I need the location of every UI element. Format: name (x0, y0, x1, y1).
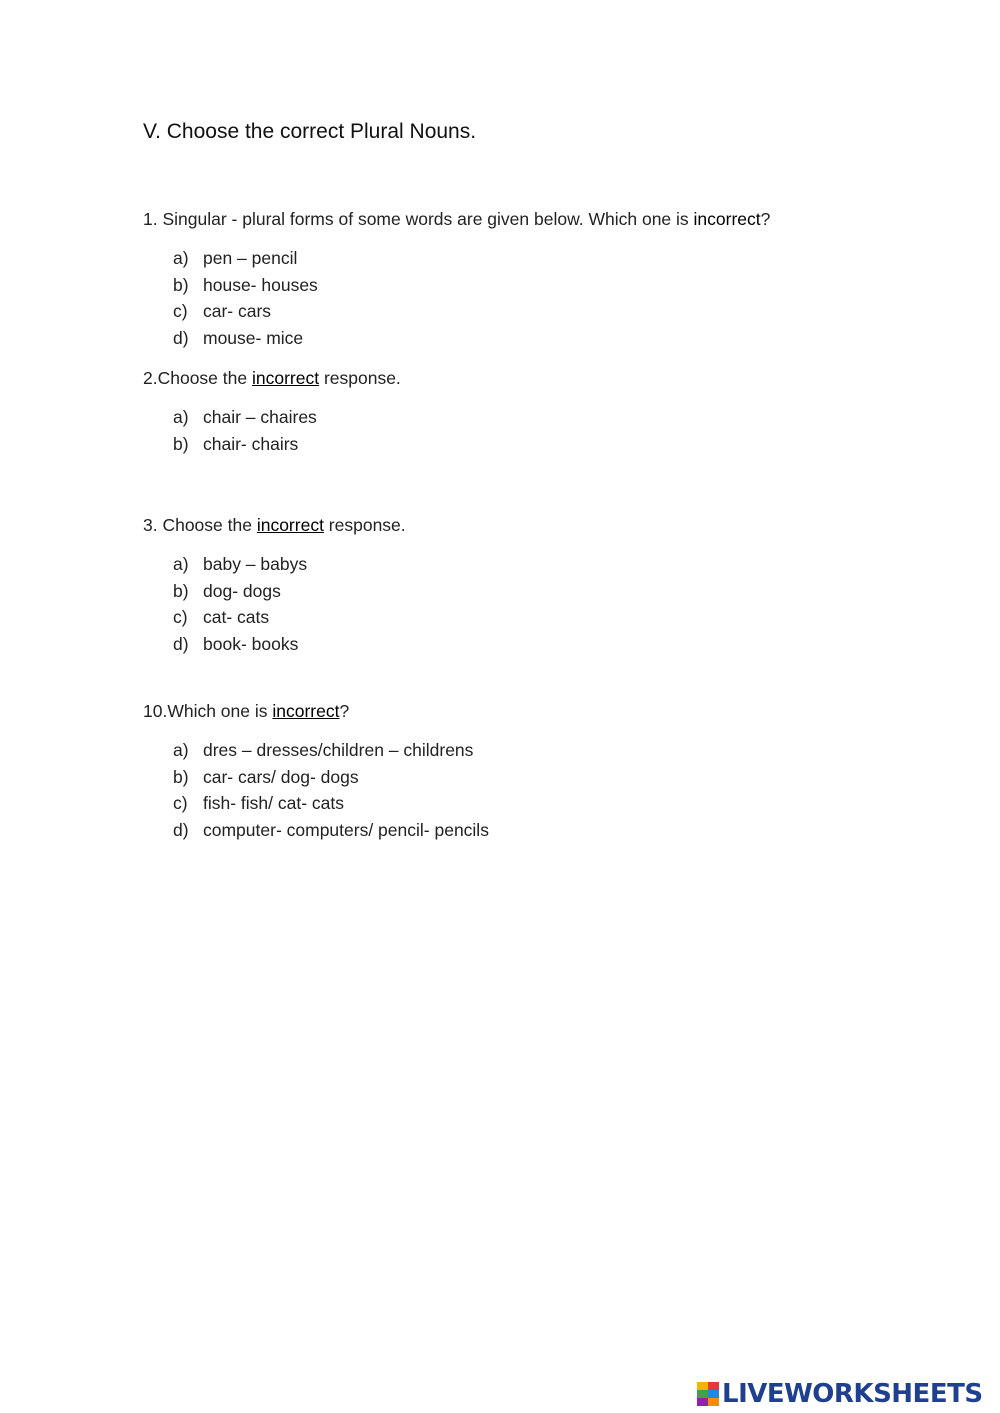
question-3-keyword: incorrect (256, 515, 324, 535)
option-letter: b) (173, 766, 189, 787)
option-1b[interactable] (173, 275, 318, 302)
option-10c[interactable] (173, 793, 489, 820)
question-10-suffix: ? (339, 701, 350, 721)
question-2-options (173, 407, 317, 460)
option-text: fish- fish/ cat- cats (203, 793, 345, 813)
option-text: car- cars/ dog- dogs (203, 766, 359, 787)
question-3 (143, 515, 406, 536)
question-2-keyword: incorrect (251, 368, 320, 388)
question-10-options (173, 740, 489, 846)
option-letter: c) (173, 607, 188, 627)
option-letter: a) (173, 740, 189, 760)
logo-mark-icon (697, 1382, 719, 1406)
option-10b[interactable] (173, 767, 489, 794)
question-3-prefix: 3. Choose the (143, 515, 257, 535)
option-text: baby – babys (203, 554, 308, 574)
option-letter: b) (173, 580, 189, 601)
option-1d[interactable] (173, 328, 318, 355)
option-letter: b) (173, 433, 189, 454)
option-letter: d) (173, 327, 189, 348)
option-letter: c) (173, 301, 188, 321)
option-10d[interactable] (173, 820, 489, 847)
question-1-prefix: 1. Singular - plural forms of some words are given below. Which one is (143, 209, 694, 229)
question-2-prefix: 2.Choose the (143, 368, 252, 388)
option-text: house- houses (203, 274, 318, 295)
option-letter: a) (173, 554, 189, 574)
option-text: dres – dresses/children – childrens (203, 740, 474, 760)
option-text: cat- cats (203, 607, 270, 627)
option-letter: a) (173, 248, 189, 268)
option-2a[interactable] (173, 407, 317, 434)
liveworksheets-logo[interactable] (697, 1376, 983, 1412)
question-1-keyword: incorrect (693, 209, 761, 229)
option-text: chair- chairs (203, 433, 299, 454)
option-letter: c) (173, 793, 188, 813)
option-3d[interactable] (173, 634, 307, 661)
option-3c[interactable] (173, 607, 307, 634)
question-2 (143, 368, 401, 389)
option-letter: d) (173, 633, 189, 654)
question-10-keyword: incorrect (272, 701, 340, 721)
option-text: chair – chaires (203, 407, 317, 427)
option-text: pen – pencil (203, 248, 298, 268)
page-title: V. Choose the correct Plural Nouns. (143, 120, 477, 143)
option-1a[interactable] (173, 248, 318, 275)
question-3-suffix: response. (323, 515, 406, 535)
question-1 (143, 209, 770, 230)
option-letter: a) (173, 407, 189, 427)
question-3-options (173, 554, 307, 660)
option-letter: d) (173, 819, 189, 840)
option-3b[interactable] (173, 581, 307, 608)
question-10 (143, 701, 349, 722)
option-1c[interactable] (173, 301, 318, 328)
option-text: car- cars (203, 301, 272, 321)
option-text: book- books (203, 633, 299, 654)
question-1-suffix: ? (760, 209, 771, 229)
option-3a[interactable] (173, 554, 307, 581)
question-2-suffix: response. (319, 368, 401, 388)
option-letter: b) (173, 274, 189, 295)
option-text: computer- computers/ pencil- pencils (203, 819, 489, 840)
option-text: dog- dogs (203, 580, 281, 601)
logo-text: LIVEWORKSHEETS (722, 1379, 983, 1409)
question-1-options (173, 248, 318, 354)
question-10-prefix: 10.Which one is (143, 701, 273, 721)
option-text: mouse- mice (203, 327, 304, 348)
option-10a[interactable] (173, 740, 489, 767)
option-2b[interactable] (173, 434, 317, 461)
